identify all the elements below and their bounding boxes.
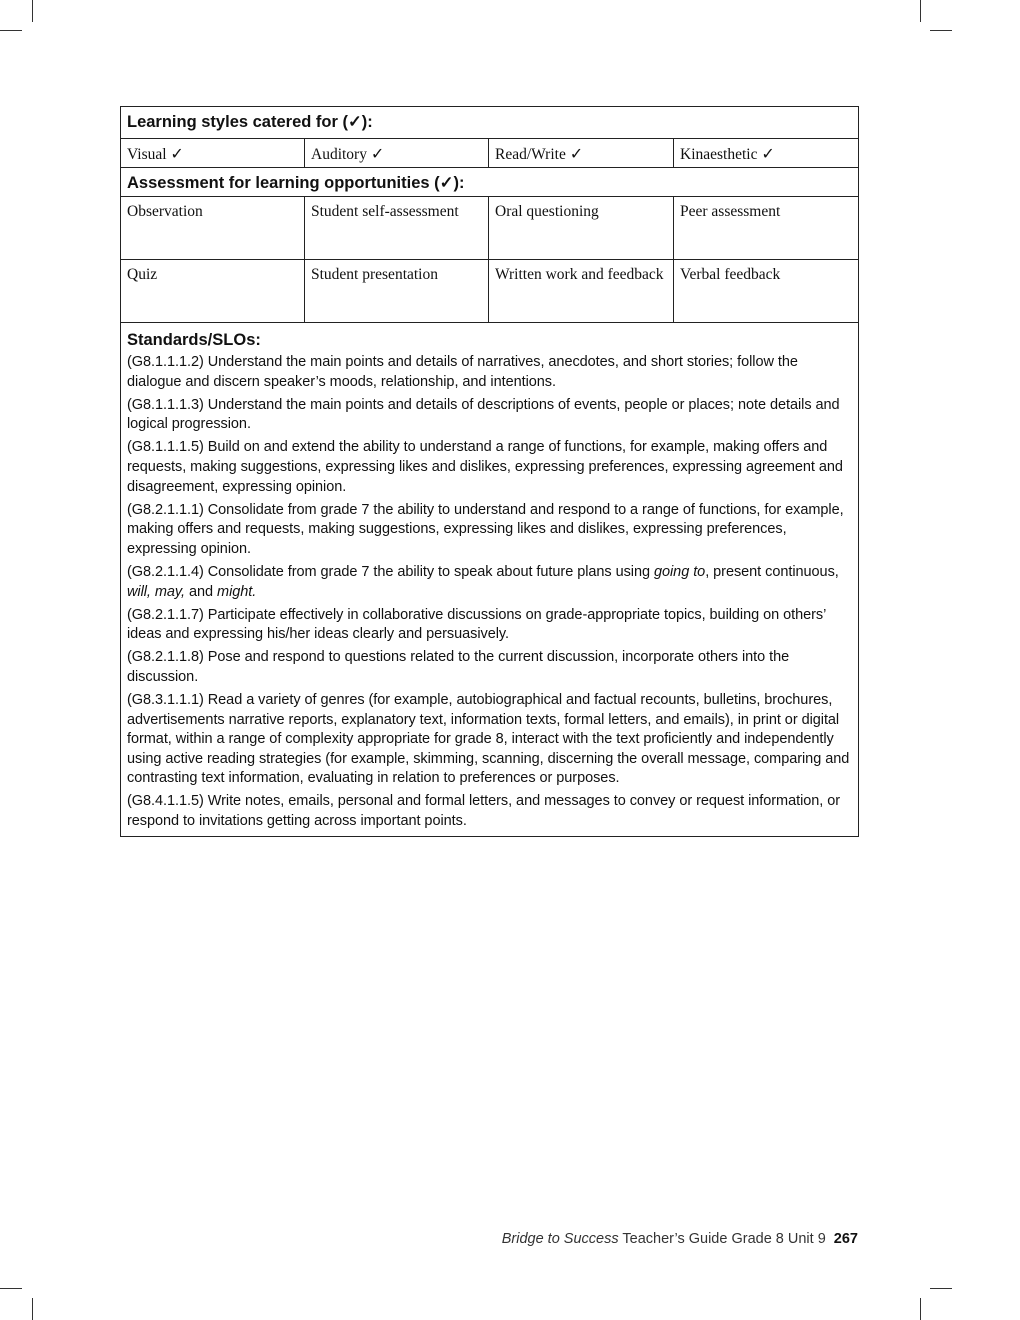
crop-mark [0,30,22,31]
style-cell [121,139,305,168]
assessment-heading-row [121,168,859,197]
standard-item: (G8.1.1.1.3) Understand the main points and details of descriptions of events, people or places; note details and logical progression. [127,396,840,433]
style-cell [489,139,674,168]
standard-item: (G8.1.1.1.5) Build on and extend the ability to understand a range of functions, for example, making offers and requests, making suggestions, expressing likes and dislikes, expressing preferences, expressing agreement and disagreement, expressing opinion. [127,439,843,495]
style-label: Read/Write [495,146,566,163]
assessment-cell: Written work and feedback [489,260,674,323]
standards-row [121,323,859,837]
standard-item: (G8.4.1.1.5) Write notes, emails, personal and formal letters, and messages to convey or request information, or respond to invitations getting across important points. [127,793,841,830]
standard-item: (G8.2.1.1.8) Pose and respond to questions related to the current discussion, incorporate others into the discussion. [127,649,790,685]
footer-book-title: Bridge to Success [501,1231,619,1247]
crop-mark [930,30,952,31]
crop-mark [920,1298,921,1320]
crop-mark [32,0,33,22]
standard-item: (G8.1.1.1.2) Understand the main points and details of narratives, anecdotes, and short stories; follow the dialogue and discern speaker’s moods, relationship, and intentions. [127,354,798,390]
style-label: Auditory [311,146,367,163]
style-label: Visual [127,146,167,163]
standard-item: (G8.2.1.1.1) Consolidate from grade 7 the ability to understand and respond to a range of functions, for example, making offers and requests, making suggestions, expressing likes and dislikes, expressing preferences, expressing opinion. [127,501,844,557]
standards-cell [121,323,859,837]
crop-mark [930,1288,952,1289]
assessment-cell: Quiz [121,260,305,323]
assessment-cell: Student self-assessment [305,197,489,260]
standard-item: (G8.3.1.1.1) Read a variety of genres (for example, autobiographical and factual recounts, bulletins, brochures, advertisements narrative reports, explanatory text, information texts, formal letters, and emails), in print or digital format, within a range of complexity appropriate for grade 8, interact with the text proficiently and independently using active reading strategies (for example, skimming, scanning, discerning the overall message, comparing and contrasting text information, evaluating in relation to preferences or purposes. [127,692,850,787]
crop-mark [920,0,921,22]
assessment-row [121,260,859,323]
crop-mark [32,1298,33,1320]
page-footer [502,1231,858,1247]
learning-styles-heading: Learning styles catered for (✓): [127,113,373,131]
standard-item: (G8.2.1.1.4) Consolidate from grade 7 the ability to speak about future plans using going to, present continuous, will, may, and might. [127,563,839,600]
style-label: Kinaesthetic [680,146,758,163]
check-mark-icon: ✓ [370,144,385,163]
assessment-cell: Student presentation [305,260,489,323]
crop-mark [0,1288,22,1289]
standards-heading: Standards/SLOs: [127,331,261,349]
check-mark-icon: ✓ [761,144,775,163]
assessment-row [121,197,859,260]
check-mark-icon: ✓ [569,144,584,163]
learning-styles-row [121,139,859,168]
assessment-cell: Peer assessment [674,197,859,260]
style-cell [674,139,859,168]
assessment-heading: Assessment for learning opportunities (✓): [127,174,465,192]
footer-guide-label: Teacher’s Guide Grade 8 Unit 9 [622,1231,826,1247]
learning-styles-heading-row [121,107,859,139]
page-number: 267 [833,1231,858,1247]
assessment-cell: Verbal feedback [674,260,859,323]
assessment-cell: Observation [121,197,305,260]
assessment-cell: Oral questioning [489,197,674,260]
standard-item: (G8.2.1.1.7) Participate effectively in collaborative discussions on grade-appropriate topics, building on others’ ideas and expressing his/her ideas clearly and persuasively. [127,606,826,643]
lesson-plan-table [120,106,859,837]
style-cell [305,139,489,168]
check-mark-icon: ✓ [170,144,184,163]
